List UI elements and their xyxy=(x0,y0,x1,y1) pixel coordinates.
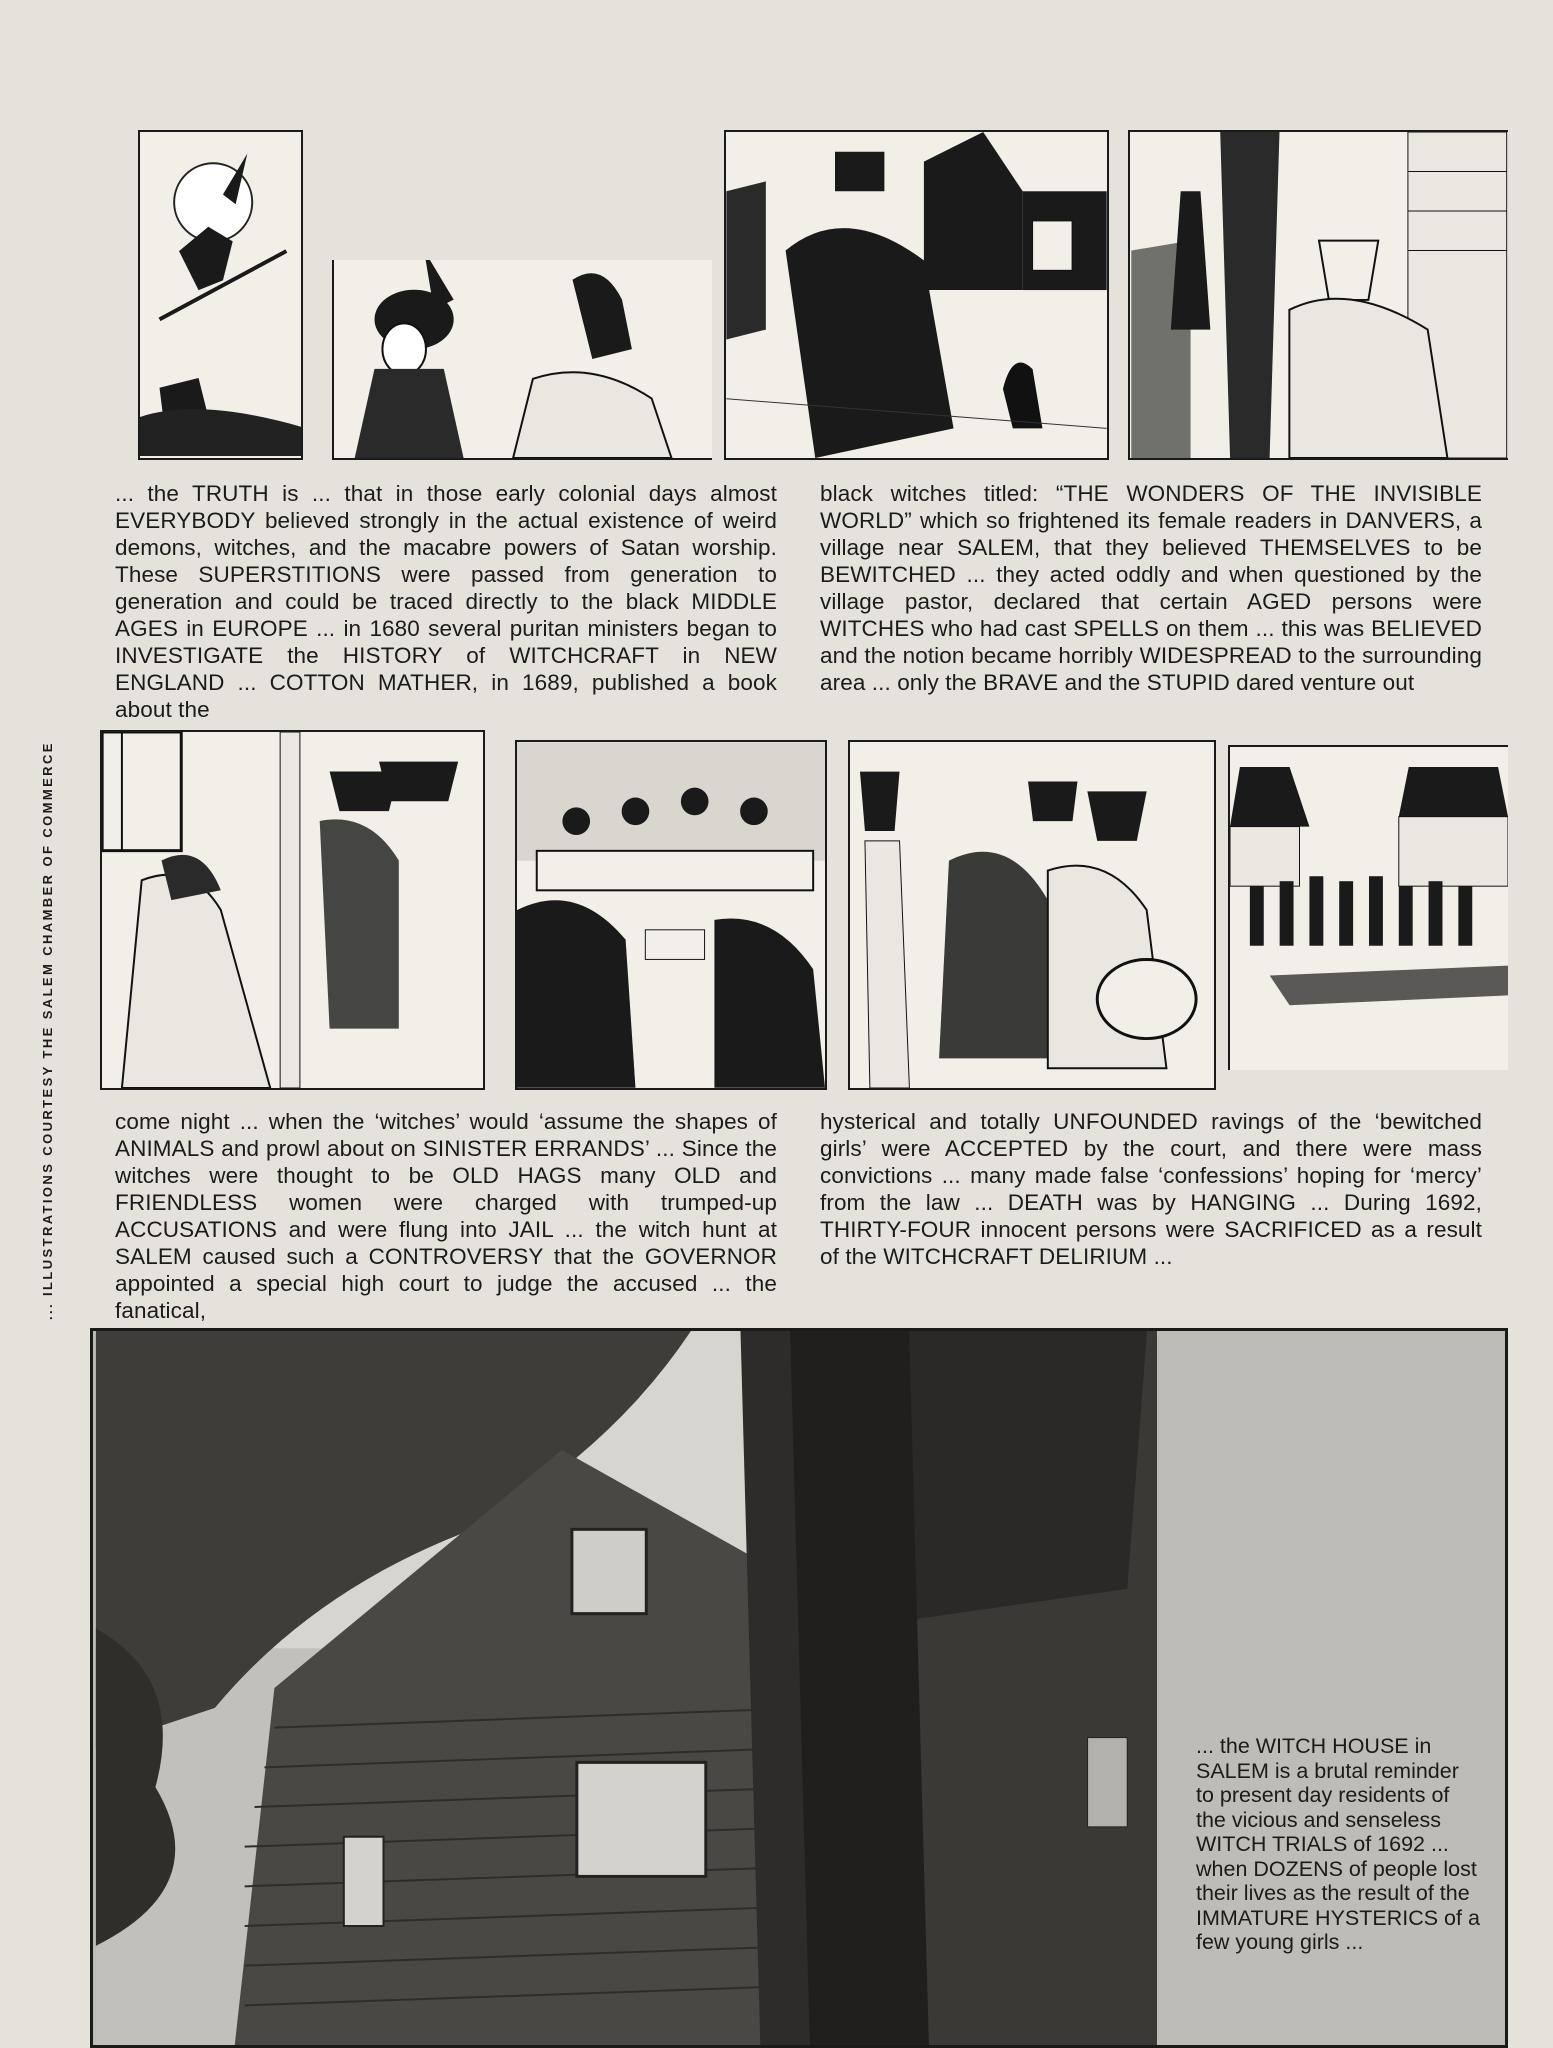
drummer-procession-panel xyxy=(848,740,1216,1090)
illustration-credit: ... ILLUSTRATIONS COURTESY THE SALEM CHAMBER OF COMMERCE xyxy=(40,741,55,1320)
frightened-women-panel xyxy=(332,260,712,460)
article-text-col1-mid: come night ... when the ‘witches’ would ‘assume the shapes of ANIMALS and prowl about on SINISTER ERRANDS’ ... Since the witches were thought to be OLD HAGS many OLD and FRIENDLESS women were charged with trumped-up ACCUSATIONS and were flung into JAIL ... the witch hunt at SALEM caused such a CONTROVERSY that the GOVERNOR appointed a special high court to judge the accused ... the fanatical, xyxy=(115,1109,777,1323)
arrest-panel xyxy=(100,730,485,1090)
article-text-col1-top: ... the TRUTH is ... that in those early colonial days almost EVERYBODY believed strongly in the actual existence of weird demons, witches, and the macabre powers of Satan worship. These SUPERSTITIONS were passed from generation to generation and could be traced directly to the black MIDDLE AGES in EUROPE ... in 1680 several puritan ministers began to INVESTIGATE the HISTORY of WITCHCRAFT in NEW ENGLAND ... COTTON MATHER, in 1689, published a book about the xyxy=(115,481,777,722)
courtroom-panel xyxy=(515,740,827,1090)
soldiers-and-woman-panel xyxy=(1128,130,1508,460)
village-gathering-panel xyxy=(1228,745,1508,1070)
puritan-house-cat-panel xyxy=(724,130,1109,460)
article-text-col2-mid: hysterical and totally UNFOUNDED ravings of the ‘bewitched girls’ were ACCEPTED by the court, and there were mass convictions ... many made false ‘confessions’ hoping for ‘mercy’ from the law ... DEATH was by HANGING ... During 1692, THIRTY-FOUR innocent persons were SACRIFICED as a result of the WITCHCRAFT DELIRIUM ... xyxy=(820,1109,1482,1269)
article-text-col2-top: black witches titled: “THE WONDERS OF THE INVISIBLE WORLD” which so frightened its female readers in DANVERS, a village near SALEM, that they believed THEMSELVES to be BEWITCHED ... they acted oddly and when questioned by the village pastor, declared that certain AGED persons were WITCHES who had cast SPELLS on them ... this was BELIEVED and the notion became horribly WIDESPREAD to the surrounding area ... only the BRAVE and the STUPID dared venture out xyxy=(820,481,1482,695)
photo-caption: ... the WITCH HOUSE in SALEM is a brutal reminder to present day residents of the vicious and senseless WITCH TRIALS of 1692 ... when DOZENS of people lost their lives as the result of the IMMATURE HYSTERICS of a few young girls ... xyxy=(1196,1734,1480,1954)
witch-on-broom-panel xyxy=(138,130,303,460)
